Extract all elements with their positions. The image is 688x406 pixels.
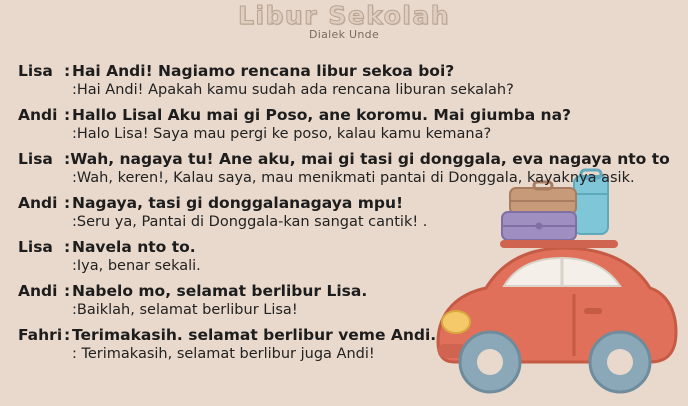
- speaker-name: Lisa: [18, 238, 53, 256]
- dialogue-text-dialect: Hai Andi! Nagiamo rencana libur sekoa boi?: [72, 62, 455, 80]
- speaker-name: Lisa: [18, 150, 53, 168]
- speaker-colon: :: [64, 106, 71, 124]
- dialogue-line-main: [18, 150, 670, 169]
- dialogue-line-main: [18, 326, 658, 345]
- speaker-name: Lisa: [18, 62, 53, 80]
- speaker-name: Andi: [18, 194, 58, 212]
- dialogue-text-dialect: Navela nto to.: [72, 238, 196, 256]
- speaker-colon: :: [64, 238, 71, 256]
- dialogue-text-translation: :Baiklah, selamat berlibur Lisa!: [72, 302, 298, 318]
- speaker-name: Andi: [18, 282, 58, 300]
- speaker-colon: :: [64, 326, 71, 344]
- dialogue-turn: [18, 150, 670, 187]
- speaker-name: Andi: [18, 106, 58, 124]
- dialogue-turn: [18, 194, 658, 231]
- dialogue-text-dialect: Hallo Lisal Aku mai gi Poso, ane koromu. Mai giumba na?: [72, 106, 572, 124]
- dialogue-text-dialect: Nabelo mo, selamat berlibur Lisa.: [72, 282, 368, 300]
- dialogue-turn: [18, 282, 658, 319]
- dialogue-text-translation: :Halo Lisa! Saya mau pergi ke poso, kalau kamu kemana?: [72, 126, 492, 142]
- dialogue-list: [18, 62, 670, 370]
- speaker-colon: :: [64, 150, 71, 168]
- page-subtitle: Dialek Unde: [308, 28, 380, 41]
- dialogue-turn: [18, 238, 658, 275]
- dialogue-text-translation: :Iya, benar sekali.: [72, 258, 201, 274]
- dialogue-text-dialect: Nagaya, tasi gi donggalanagaya mpu!: [72, 194, 404, 212]
- dialogue-line-main: [18, 106, 658, 125]
- speaker-colon: :: [64, 62, 71, 80]
- title-block: [0, 2, 688, 41]
- dialogue-turn: [18, 62, 658, 99]
- speaker-name: Fahri: [18, 326, 63, 344]
- dialogue-text-translation: :Hai Andi! Apakah kamu sudah ada rencana liburan sekalah?: [72, 82, 514, 98]
- dialogue-text-translation: : Terimakasih, selamat berlibur juga Andi!: [72, 346, 375, 362]
- dialogue-text-translation: :Seru ya, Pantai di Donggala-kan sangat cantik! .: [72, 214, 428, 230]
- dialogue-turn: [18, 106, 658, 143]
- page-title: Libur Sekolah: [237, 1, 451, 30]
- dialogue-text-dialect: Terimakasih. selamat berlibur veme Andi.: [72, 326, 437, 344]
- dialogue-line-main: [18, 194, 658, 213]
- speaker-colon: :: [64, 282, 71, 300]
- dialogue-line-main: [18, 62, 658, 81]
- dialogue-text-dialect: Wah, nagaya tu! Ane aku, mai gi tasi gi donggala, eva nagaya nto to: [70, 150, 670, 168]
- dialogue-turn: [18, 326, 658, 363]
- speaker-colon: :: [64, 194, 71, 212]
- dialogue-line-main: [18, 238, 658, 257]
- dialogue-line-main: [18, 282, 658, 301]
- dialogue-text-translation: :Wah, keren!, Kalau saya, mau menikmati pantai di Donggala, kayaknya asik.: [72, 170, 635, 186]
